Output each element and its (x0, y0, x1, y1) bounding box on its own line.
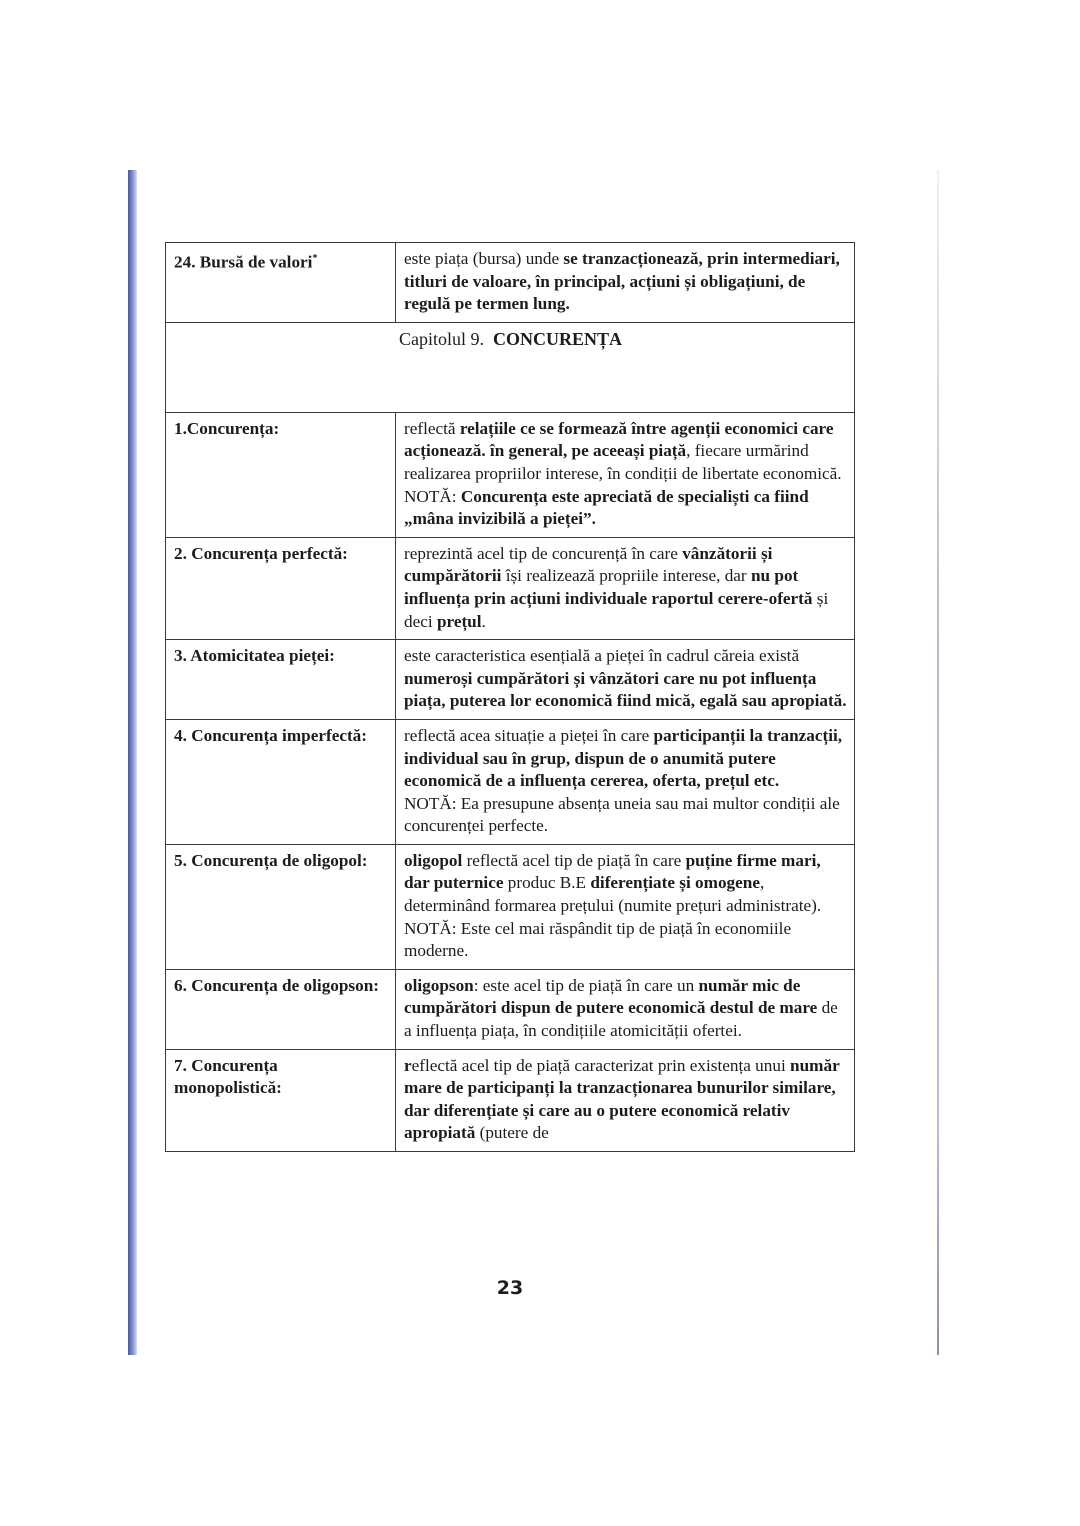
definition-cell: este caracteristica esențială a pieței în cadrul căreia există numeroși cumpărători și vânzători care nu pot influența piața, puterea lor economică fiind mică, egală sau apropiată. (396, 640, 855, 720)
page-number: 23 (496, 1277, 524, 1299)
definition-cell: reflectă acea situație a pieței în care participanții la tranzacții, individual sau în grup, dispun de o anumită putere economică de a influența cererea, oferta, prețul etc. NOTĂ: Ea presupune absența uneia sau mai multor condiții ale concurenței perfecte. (396, 719, 855, 844)
chapter-title: CONCURENȚA (492, 328, 622, 349)
table-row (166, 969, 855, 1049)
table-row (166, 844, 855, 969)
definition-cell: reflectă acel tip de piață caracterizat prin existența unui număr mare de participanți la tranzacționarea bunurilor similare, dar diferențiate și care au o putere economică relativ apropiată (putere de (396, 1049, 855, 1151)
term-cell: 3. Atomicitatea pieței: (166, 640, 396, 720)
definition-cell: reflectă relațiile ce se formează între agenții economici care acționează. în general, pe aceeași piață, fiecare urmărind realizarea propriilor interese, în condiții de libertate economică. NOTĂ: Concurența este apreciată de specialiști ca fiind „mâna invizibilă a pieței”. (396, 412, 855, 537)
scan-page-edge (937, 170, 939, 1355)
term-cell: 4. Concurența imperfectă: (166, 719, 396, 844)
scan-binding-edge (128, 170, 137, 1355)
term-cell: 2. Concurența perfectă: (166, 537, 396, 639)
term-cell: 6. Concurența de oligopson: (166, 969, 396, 1049)
note-label: NOTĂ: (404, 486, 461, 506)
term-cell: 5. Concurența de oligopol: (166, 844, 396, 969)
chapter-row (166, 322, 855, 412)
definition-cell: este piața (bursa) unde se tranzacționează, prin intermediari, titluri de valoare, în principal, acțiuni și obligațiuni, de regulă pe termen lung. (396, 243, 855, 323)
glossary-table (165, 242, 855, 1152)
term-cell: 1.Concurența: (166, 412, 396, 537)
table-row (166, 1049, 855, 1151)
definition-cell: oligopson: este acel tip de piață în care un număr mic de cumpărători dispun de putere economică destul de mare de a influența piața, în condițiile atomicității ofertei. (396, 969, 855, 1049)
chapter-heading: Capitolul 9. CONCURENȚA (166, 322, 855, 412)
note-text: NOTĂ: Ea presupune absența uneia sau mai multor condiții ale concurenței perfecte. (404, 793, 840, 836)
note-text: NOTĂ: Este cel mai răspândit tip de piață în economiile moderne. (404, 918, 792, 961)
footnote-marker: * (312, 253, 318, 264)
table-row (166, 537, 855, 639)
term-cell: 7. Concurența monopolistică: (166, 1049, 396, 1151)
table-row (166, 243, 855, 323)
term-cell: 24. Bursă de valori* (166, 243, 396, 323)
definition-cell: oligopol reflectă acel tip de piață în care puține firme mari, dar puternice produc B.E diferențiate și omogene, determinând formarea prețului (numite prețuri administrate). NOTĂ: Este cel mai răspândit tip de piață în economiile moderne. (396, 844, 855, 969)
table-row (166, 640, 855, 720)
definition-cell: reprezintă acel tip de concurență în care vânzătorii și cumpărătorii își realizează propriile interese, dar nu pot influența prin acțiuni individuale raportul cerere-ofertă și deci prețul. (396, 537, 855, 639)
table-row (166, 719, 855, 844)
table-row (166, 412, 855, 537)
